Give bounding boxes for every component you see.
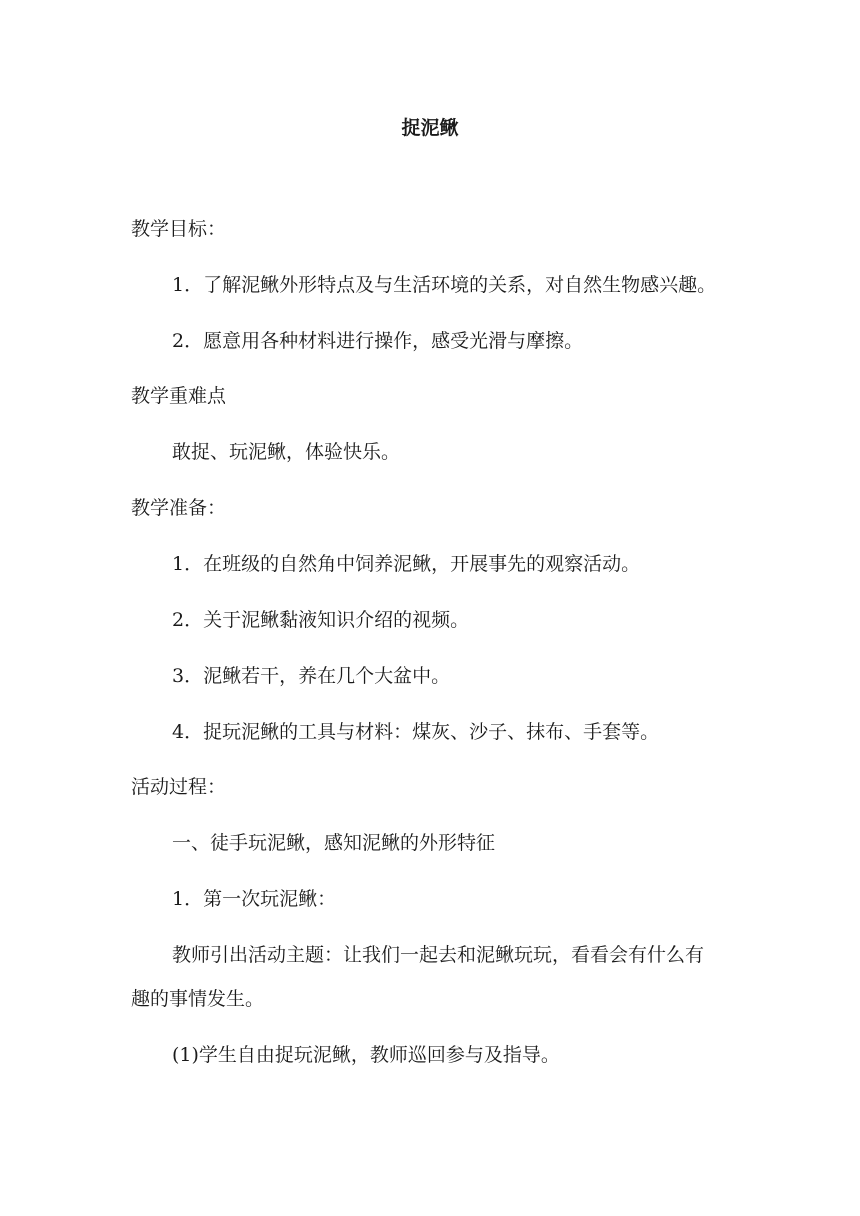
- paragraph-line: 教师引出活动主题：让我们一起去和泥鳅玩玩，看看会有什么有: [172, 944, 705, 966]
- objective-item-1: 1．了解泥鳅外形特点及与生活环境的关系，对自然生物感兴趣。: [172, 274, 717, 296]
- section-heading-objectives: 教学目标：: [131, 218, 227, 240]
- preparation-item-3: 3．泥鳅若干，养在几个大盆中。: [172, 665, 451, 687]
- process-substep-1: 1．第一次玩泥鳅：: [172, 888, 337, 910]
- preparation-item-1: 1．在班级的自然角中饲养泥鳅，开展事先的观察活动。: [172, 553, 641, 575]
- section-heading-process: 活动过程：: [131, 776, 227, 798]
- process-step-heading: 一、徒手玩泥鳅，感知泥鳅的外形特征: [172, 832, 496, 854]
- preparation-item-2: 2．关于泥鳅黏液知识介绍的视频。: [172, 609, 470, 631]
- objective-item-2: 2．愿意用各种材料进行操作，感受光滑与摩擦。: [172, 330, 584, 352]
- paragraph-line-continued: 趣的事情发生。: [131, 988, 265, 1010]
- document-title: 捉泥鳅: [401, 117, 459, 139]
- preparation-item-4: 4．捉玩泥鳅的工具与材料：煤灰、沙子、抹布、手套等。: [172, 721, 660, 743]
- section-heading-key-points: 教学重难点: [131, 385, 227, 407]
- process-substep-detail: (1)学生自由捉玩泥鳅，教师巡回参与及指导。: [172, 1044, 560, 1066]
- key-point-text: 敢捉、玩泥鳅，体验快乐。: [172, 441, 401, 463]
- section-heading-preparation: 教学准备：: [131, 497, 227, 519]
